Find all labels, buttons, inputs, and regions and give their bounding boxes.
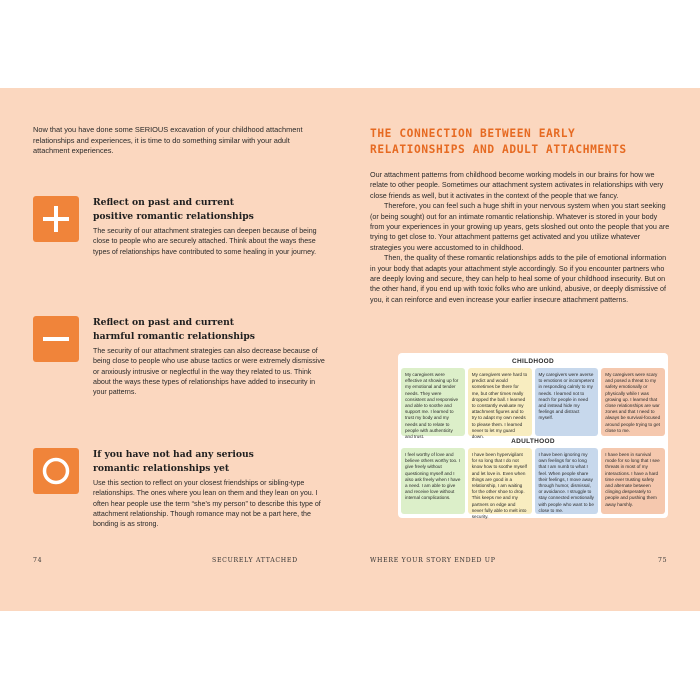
paragraph: Our attachment patterns from childhood become working models in our brains for how we relate to other people. Sometimes our attachment system activates in relationships with very close friends as well, but it activates in the context of the people that we fancy. (370, 170, 664, 200)
childhood-row (401, 368, 665, 440)
page-number-right: 75 (658, 557, 668, 564)
table-cell: I have been ignoring my own feelings for so long that I am numb to what I feel. When people share their feelings, I move away through humor, dismissal, or avoidance. I struggle to stay connected emotionally with people who want to be close to me. (535, 448, 599, 514)
section-heading: Reflect on past and current harmful romantic relationships (93, 317, 255, 342)
adulthood-label: ADULTHOOD (511, 438, 555, 445)
left-page (0, 88, 350, 611)
running-head-right: WHERE YOUR STORY ENDED UP (370, 557, 496, 564)
paragraph: Then, the quality of these romantic relationships adds to the pile of emotional information in your body that adapts your attachment style accordingly. So if you encounter partners who are deeply loving and secure, they can help to heal some of your childhood insecurity. But on the other hand, if you end up with toxic folks who are unkind, abusive, or deeply dismissive of you, it can reinforce and even increase your earlier insecure attachment patterns. (370, 253, 667, 304)
section-body: The security of our attachment strategies can also decrease because of being close to people who use abuse tactics or were extremely dismissive or anxiously intrusive or neglectful in the way they related to us. Think about the ways these types of relationships have added to insecurity in your patterns. (93, 347, 325, 397)
attachment-table (398, 353, 668, 518)
minus-icon (33, 316, 79, 362)
table-cell: I feel worthy of love and believe others worthy too. I give freely without questioning myself and I also ask freely when I have a need. I am able to give and receive love without internal complications. (401, 448, 465, 514)
table-cell: My caregivers were averse to emotions or incompetent in responding calmly to my needs. I learned not to reach for people in need and instead hide my feelings and distract myself. (535, 368, 599, 436)
page-number-left: 74 (33, 557, 43, 564)
intro-paragraph: Now that you have done some SERIOUS excavation of your childhood attachment relationships and experiences, it is time to do something similar with your adult attachment experiences. (33, 125, 303, 156)
plus-icon (33, 196, 79, 242)
running-head-left: SECURELY ATTACHED (212, 557, 298, 564)
childhood-label: CHILDHOOD (511, 358, 555, 365)
table-cell: I have been hypervigilant for so long that I do not know how to soothe myself and let love in. Even when things are good in a relationship, I am waiting for the other shoe to drop. This keeps me and my partners on edge and never fully able to melt into security. (468, 448, 532, 514)
table-cell: My caregivers were hard to predict and would sometimes be there for me, but other times really dropped the ball. I learned to constantly evaluate my attachment figures and to try to adapt my own needs to please them. I learned never to let my guard down. (468, 368, 532, 436)
table-cell: My caregivers were effective at showing up for my emotional and tender needs. They were consistent and responsive and able to soothe and support me. I learned to trust my body and my needs and to relate to people with authenticity and trust. (401, 368, 465, 436)
table-cell: I have been in survival mode for so long that I see threats in most of my interactions. I have a hard time ever trusting safety and alternate between clinging desperately to people and pushing them away harshly. (601, 448, 665, 514)
section-body: The security of our attachment strategies can deepen because of being close to people who are securely attached. Think about the ways these types of relationships have contributed to some healing in your journey. (93, 227, 317, 256)
adulthood-row (401, 448, 665, 520)
paragraph: Therefore, you can feel such a huge shift in your nervous system when you start seeking (or being sought) out for an intimate romantic relationship. Whatever is stored in your body from your experiences in your growing up years, gets sloshed out onto the people that you are trying to get close to. Your attachment patterns get activated and you utilize whatever strategies you were accustomed to in childhood. (370, 201, 670, 252)
section-body: Use this section to reflect on your closest friendships or sibling-type relationships. The ones where you lean on them and they lean on you. I often hear people use the term “she’s my person” to describe this type of attachment relationship. Though romance may not be a part here, the bonding is as strong. (93, 479, 321, 529)
table-cell: My caregivers were scary and posed a threat to my safety emotionally or physically while I was growing up. I learned that close relationships are war zones and that I need to always be survival-focused around people trying to get close to me. (601, 368, 665, 436)
right-page (350, 88, 700, 611)
page-title: THE CONNECTION BETWEEN EARLY RELATIONSHIPS AND ADULT ATTACHMENTS (370, 127, 627, 156)
section-heading: If you have not had any serious romantic relationships yet (93, 449, 254, 474)
circle-icon (33, 448, 79, 494)
body-text (370, 170, 670, 305)
book-spread (0, 88, 700, 611)
section-heading: Reflect on past and current positive romantic relationships (93, 197, 254, 222)
